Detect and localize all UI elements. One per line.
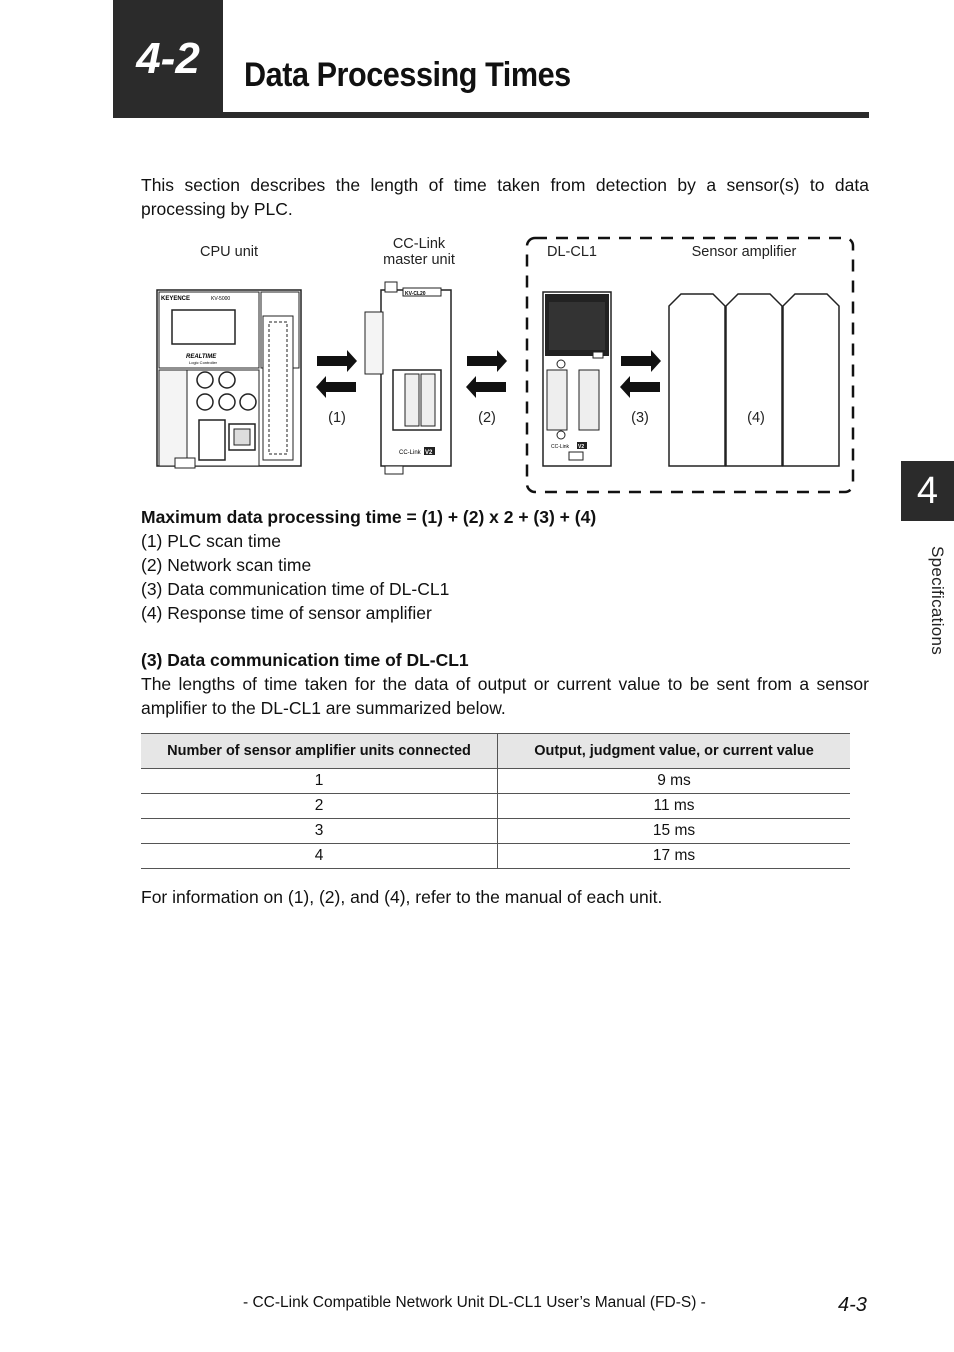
reference-note: For information on (1), (2), and (4), refer to the manual of each unit. bbox=[141, 887, 663, 907]
label-dl-cl1: DL-CL1 bbox=[547, 244, 597, 260]
intro-paragraph: This section describes the length of time taken from detection by a sensor(s) to data processing by PLC. bbox=[141, 175, 869, 219]
section-number: 4-2 bbox=[113, 0, 223, 118]
table-cell-units: 3 bbox=[141, 819, 498, 844]
cpu-brand-text: KEYENCE bbox=[161, 296, 191, 302]
formula-title: Maximum data processing time = (1) + (2) x 2 + (3) + (4) bbox=[141, 507, 597, 527]
table-cell-time: 15 ms bbox=[498, 819, 851, 844]
table-row bbox=[141, 819, 850, 844]
label-sensor-amplifier: Sensor amplifier bbox=[691, 244, 797, 260]
sensor-amplifier-devices bbox=[669, 294, 839, 466]
table-header-time: Output, judgment value, or current value bbox=[498, 734, 851, 769]
arrow-pair-3 bbox=[620, 350, 661, 398]
cc-v2-text: V2 bbox=[425, 450, 433, 456]
table-header-row bbox=[141, 734, 850, 769]
system-diagram bbox=[141, 230, 869, 500]
table-cell-units: 4 bbox=[141, 844, 498, 869]
step-2-label: (2) bbox=[478, 410, 496, 426]
formula-item-4: (4) Response time of sensor amplifier bbox=[141, 603, 432, 623]
table-cell-units: 2 bbox=[141, 794, 498, 819]
label-cpu-unit: CPU unit bbox=[199, 244, 259, 260]
label-cclink-master: CC-Link master unit bbox=[383, 236, 455, 268]
section3-paragraph: The lengths of time taken for the data of output or current value to be sent from a sensor amplifier to the DL-CL1 are summarized below. bbox=[141, 674, 869, 718]
cpu-logic-text: Logic Controller bbox=[189, 360, 218, 365]
arrow-pair-2 bbox=[466, 350, 507, 398]
table-row bbox=[141, 794, 850, 819]
dl-cl1-device bbox=[543, 292, 611, 466]
formula-item-3: (3) Data communication time of DL-CL1 bbox=[141, 579, 450, 599]
timing-table bbox=[141, 733, 850, 869]
formula-item-1: (1) PLC scan time bbox=[141, 531, 282, 551]
step-1-label: (1) bbox=[328, 410, 346, 426]
dl-v2-text: V2 bbox=[578, 444, 585, 450]
dl-logo-text: CC-Link bbox=[551, 444, 570, 450]
header-rule bbox=[223, 112, 869, 118]
footer-manual-title: - CC-Link Compatible Network Unit DL-CL1 User’s Manual (FD-S) - bbox=[243, 1294, 706, 1311]
cc-model-text: KV-CL20 bbox=[405, 291, 426, 297]
table-header-units: Number of sensor amplifier units connected bbox=[141, 734, 498, 769]
cpu-model-text: KV-5000 bbox=[211, 296, 231, 302]
step-3-label: (3) bbox=[631, 410, 649, 426]
table-cell-units: 1 bbox=[141, 769, 498, 794]
cpu-unit-device bbox=[157, 290, 301, 468]
page-number: 4-3 bbox=[838, 1294, 867, 1316]
diagram-graphic bbox=[141, 230, 869, 500]
table-cell-time: 11 ms bbox=[498, 794, 851, 819]
table-row bbox=[141, 844, 850, 869]
table-cell-time: 17 ms bbox=[498, 844, 851, 869]
table-row bbox=[141, 769, 850, 794]
cclink-master-device bbox=[365, 282, 451, 474]
cc-logo-text: CC-Link bbox=[399, 450, 421, 456]
chapter-label: Specifications bbox=[928, 546, 947, 656]
table-cell-time: 9 ms bbox=[498, 769, 851, 794]
section3-title: (3) Data communication time of DL-CL1 bbox=[141, 650, 469, 670]
chapter-tab[interactable]: 4 bbox=[901, 461, 954, 521]
formula-item-2: (2) Network scan time bbox=[141, 555, 312, 575]
cpu-realtime-text: REALTIME bbox=[186, 354, 217, 360]
page-title: Data Processing Times bbox=[244, 56, 571, 94]
step-4-label: (4) bbox=[747, 410, 765, 426]
arrow-pair-1 bbox=[316, 350, 357, 398]
